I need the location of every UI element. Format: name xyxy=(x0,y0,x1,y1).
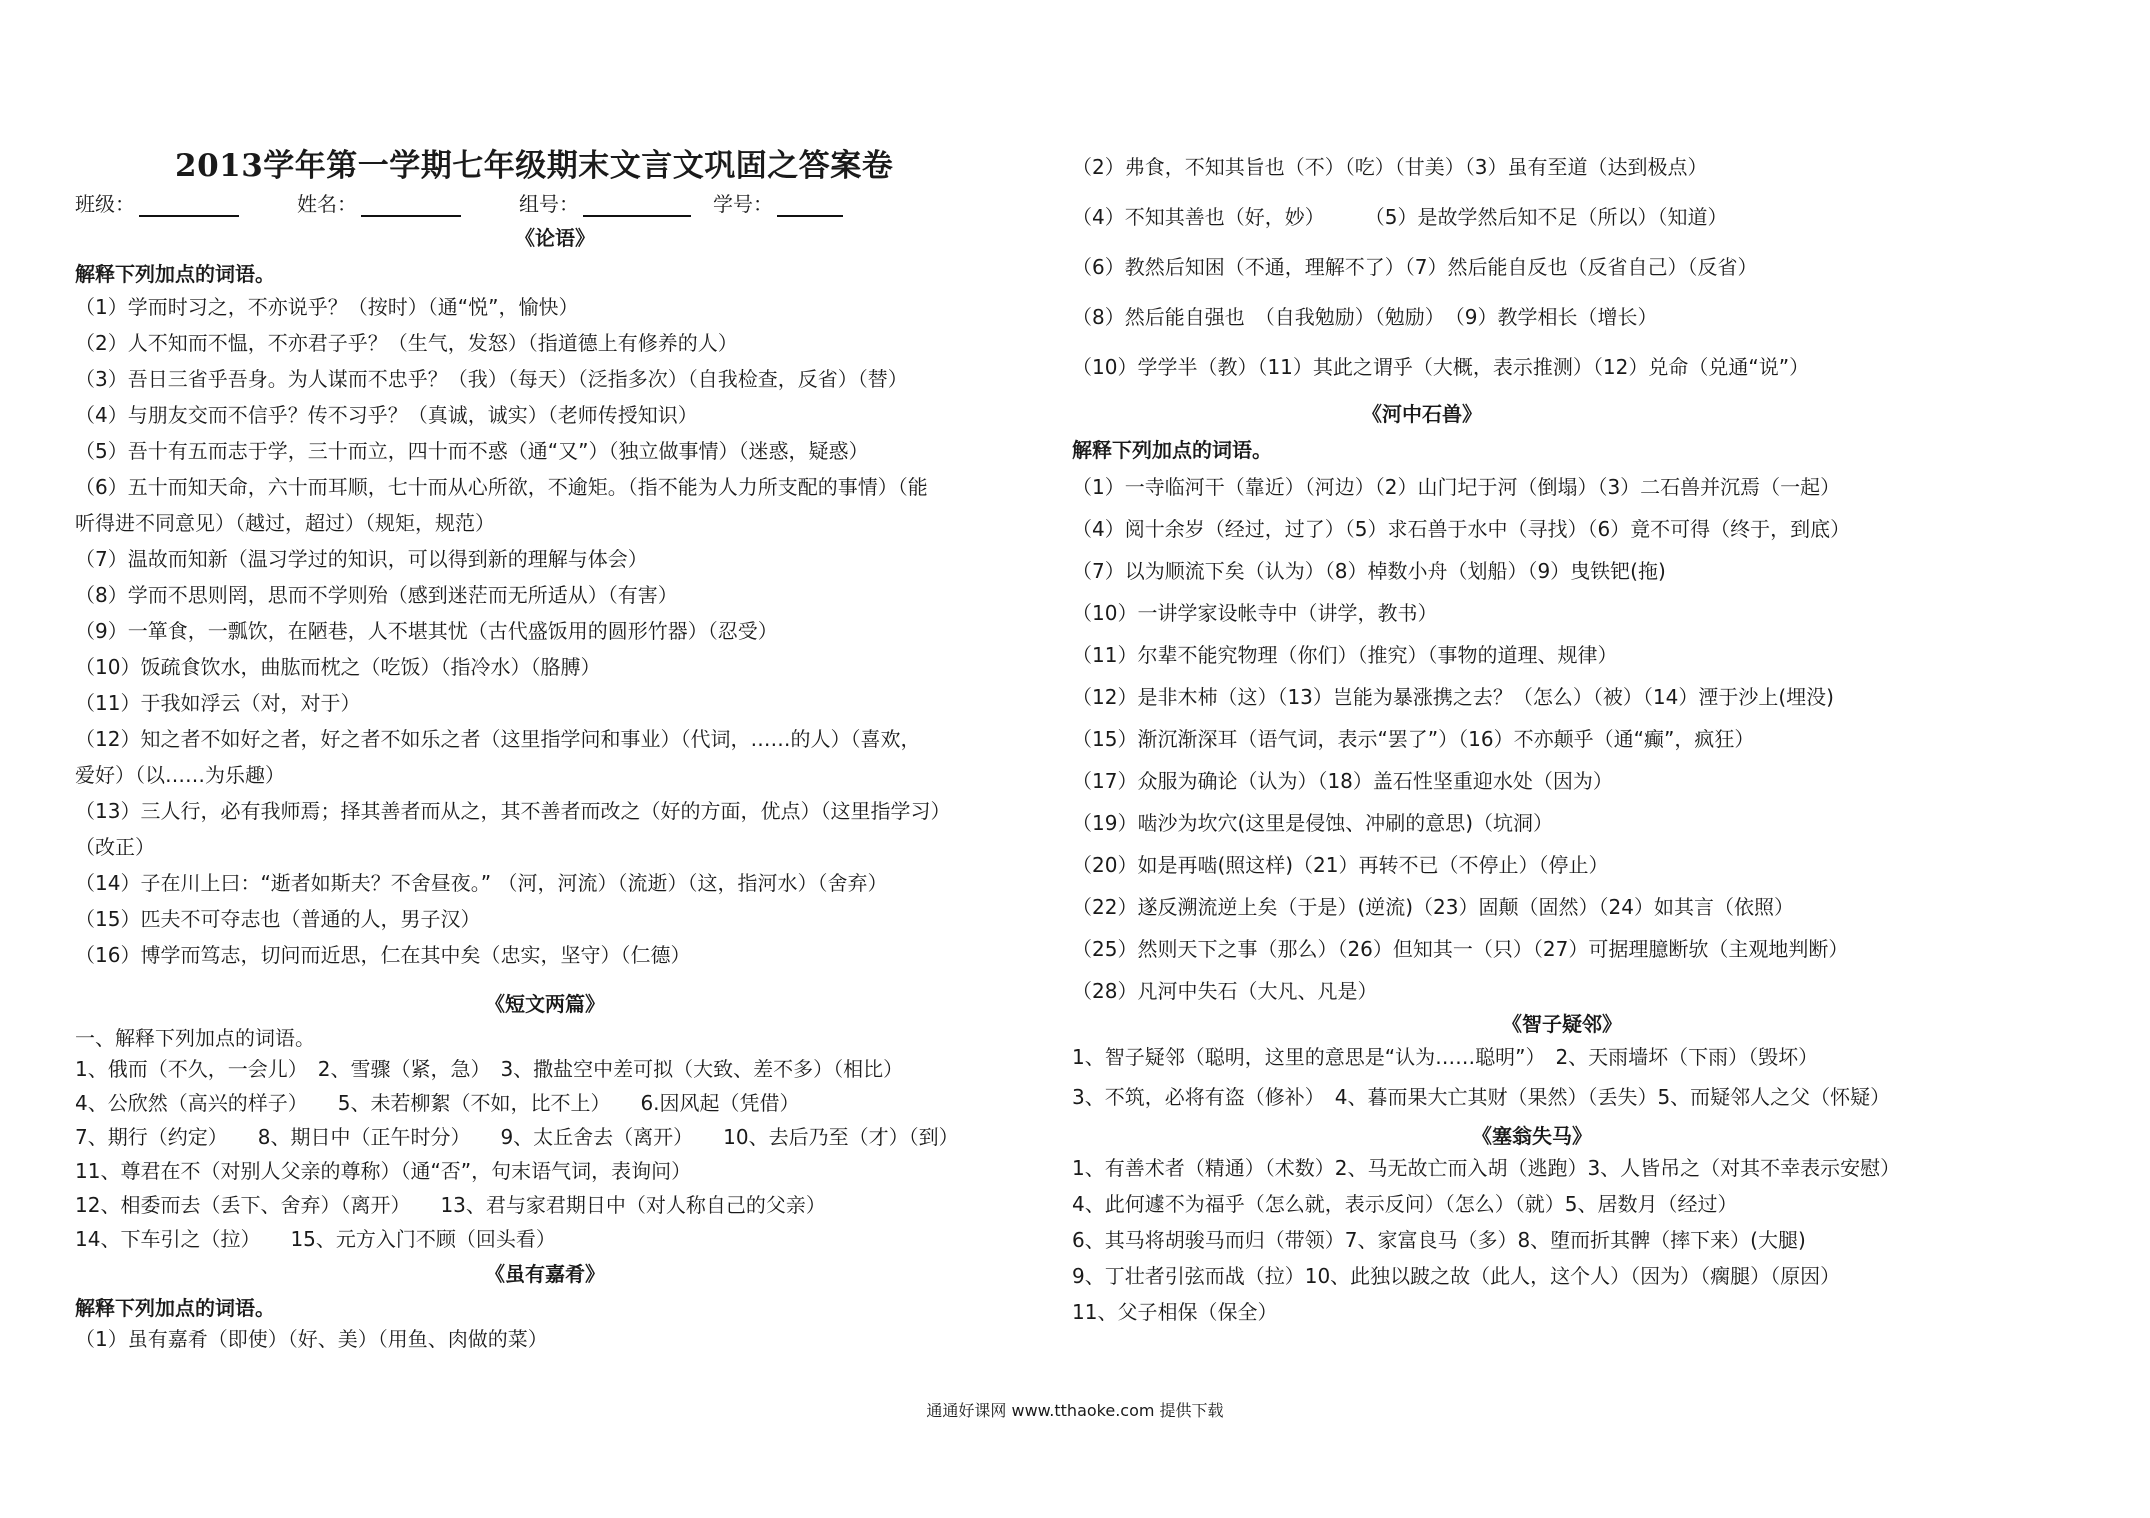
suiyou-list-left xyxy=(75,1322,548,1356)
answer-line: （10）一讲学家设帐寺中（讲学，教书） xyxy=(1072,601,1438,625)
answer-line: （11）尔辈不能究物理（你们）（推究）（事物的道理、规律） xyxy=(1072,643,1618,667)
answer-line: 6、其马将胡骏马而归（带领）7、家富良马（多）8、堕而折其髀（摔下来）(大腿) xyxy=(1072,1228,1806,1252)
answer-line: （3）吾日三省乎吾身。为人谋而不忠乎？（我）（每天）（泛指多次）（自我检查，反省）（替） xyxy=(75,367,908,391)
section-heading-lunyu: 《论语》 xyxy=(515,226,595,250)
answer-line: 4、此何遽不为福乎（怎么就，表示反问）（怎么）（就）5、居数月（经过） xyxy=(1072,1192,1738,1216)
answer-line: （20）如是再啮(照这样)（21）再转不已（不停止）（停止） xyxy=(1072,853,1609,877)
answer-line: 4、公欣然（高兴的样子） 5、未若柳絮（不如，比不上） 6.因风起（凭借） xyxy=(75,1091,800,1115)
answer-line: （13）三人行，必有我师焉；择其善者而从之，其不善者而改之（好的方面，优点）（这里指学习） xyxy=(75,799,951,823)
answer-line: （4）不知其善也（好，妙） （5）是故学然后知不足（所以）（知道） xyxy=(1072,205,1728,229)
answer-line: （17）众服为确论（认为）（18）盖石性坚重迎水处（因为） xyxy=(1072,769,1613,793)
answer-line: （5）吾十有五而志于学，三十而立，四十而不惑（通“又”）（独立做事情）（迷惑，疑惑） xyxy=(75,439,869,463)
answer-line: （19）啮沙为坎穴(这里是侵蚀、冲刷的意思)（坑洞） xyxy=(1072,811,1554,835)
answer-line: （4）阅十余岁（经过，过了）（5）求石兽于水中（寻找）（6）竟不可得（终于，到底） xyxy=(1072,517,1851,541)
lunyu-list xyxy=(75,289,950,973)
saiweng-list xyxy=(1072,1150,1900,1330)
answer-line: （10）学学半（教）（11）其此之谓乎（大概，表示推测）（12）兑命（兑通“说”） xyxy=(1072,355,1810,379)
class-field[interactable] xyxy=(139,197,239,217)
instruction-hezhong: 解释下列加点的词语。 xyxy=(1072,438,1272,462)
number-label: 学号： xyxy=(713,192,773,216)
name-field[interactable] xyxy=(361,197,461,217)
answer-line: （22）遂反溯流逆上矣（于是）(逆流)（23）固颠（固然）（24）如其言（依照） xyxy=(1072,895,1794,919)
suiyou-list-right xyxy=(1072,142,1809,392)
section-heading-suiyou: 《虽有嘉肴》 xyxy=(485,1262,605,1286)
answer-line: （15）渐沉渐深耳（语气词，表示“罢了”）（16）不亦颠乎（通“癫”，疯狂） xyxy=(1072,727,1755,751)
answer-line: （6）五十而知天命，六十而耳顺，七十而从心所欲，不逾矩。（指不能为人力所支配的事情）（能 xyxy=(75,475,928,499)
instruction-suiyou: 解释下列加点的词语。 xyxy=(75,1296,275,1320)
class-label: 班级： xyxy=(75,192,135,216)
answer-line: 11、父子相保（保全） xyxy=(1072,1300,1278,1324)
answer-line: 12、相委而去（丢下、舍弃）（离开） 13、君与家君期日中（对人称自己的父亲） xyxy=(75,1193,826,1217)
section-heading-duanwen: 《短文两篇》 xyxy=(485,992,605,1016)
group-field[interactable] xyxy=(583,197,691,217)
answer-line: （1）学而时习之，不亦说乎？（按时）（通“悦”，愉快） xyxy=(75,295,579,319)
answer-line: （2）人不知而不愠，不亦君子乎？（生气，发怒）（指道德上有修养的人） xyxy=(75,331,738,355)
duanwen-list xyxy=(75,1052,959,1256)
footer-credit: 通通好课网 www.tthaoke.com 提供下载 xyxy=(926,1401,1224,1420)
answer-line: （6）教然后知困（不通，理解不了）（7）然后能自反也（反省自己）（反省） xyxy=(1072,255,1758,279)
answer-line: 9、丁壮者引弦而战（拉）10、此独以跛之故（此人，这个人）（因为）（瘸腿）（原因） xyxy=(1072,1264,1841,1288)
answer-line: （11）于我如浮云（对，对于） xyxy=(75,691,361,715)
answer-line: （14）子在川上曰：“逝者如斯夫？不舍昼夜。” （河，河流）（流逝）（这，指河水）（舍弃） xyxy=(75,871,888,895)
name-label: 姓名： xyxy=(297,192,357,216)
answer-line: 3、不筑，必将有盗（修补） 4、暮而果大亡其财（果然）（丢失）5、而疑邻人之父（怀疑） xyxy=(1072,1085,1891,1109)
answer-line: 听得进不同意见）（越过，超过）（规矩，规范） xyxy=(75,511,495,535)
answer-line: （10）饭疏食饮水，曲肱而枕之（吃饭）（指冷水）（胳膊） xyxy=(75,655,601,679)
answer-line: （改正） xyxy=(75,835,155,859)
student-info-row xyxy=(75,188,901,217)
answer-line: （7）温故而知新（温习学过的知识，可以得到新的理解与体会） xyxy=(75,547,648,571)
instruction-lunyu: 解释下列加点的词语。 xyxy=(75,262,275,286)
answer-line: 1、俄而（不久，一会儿） 2、雪骤（紧，急） 3、撒盐空中差可拟（大致、差不多）（相比） xyxy=(75,1057,904,1081)
section-heading-saiweng: 《塞翁失马》 xyxy=(1472,1124,1592,1148)
answer-line: （1）虽有嘉肴（即使）（好、美）（用鱼、肉做的菜） xyxy=(75,1327,548,1351)
answer-line: （12）知之者不如好之者，好之者不如乐之者（这里指学问和事业）（代词，……的人）（喜欢， xyxy=(75,727,921,751)
section-heading-zhizi: 《智子疑邻》 xyxy=(1502,1012,1622,1036)
answer-line: （8）然后能自强也 （自我勉励）（勉励） （9）教学相长（增长） xyxy=(1072,305,1658,329)
answer-line: （12）是非木杮（这）（13）岂能为暴涨携之去？（怎么）（被）（14）湮于沙上(埋没) xyxy=(1072,685,1834,709)
answer-line: （16）博学而笃志，切问而近思，仁在其中矣（忠实，坚守）（仁德） xyxy=(75,943,691,967)
answer-line: （2）弗食，不知其旨也（不）（吃）（甘美）（3）虽有至道（达到极点） xyxy=(1072,155,1708,179)
answer-line: 11、尊君在不（对别人父亲的尊称）（通“否”，句末语气词，表询问） xyxy=(75,1159,692,1183)
answer-line: （4）与朋友交而不信乎？传不习乎？（真诚，诚实）（老师传授知识） xyxy=(75,403,698,427)
answer-line: 14、下车引之（拉） 15、元方入门不顾（回头看） xyxy=(75,1227,556,1251)
zhizi-list xyxy=(1072,1037,1890,1117)
answer-line: 1、智子疑邻（聪明，这里的意思是“认为……聪明”） 2、天雨墙坏（下雨）（毁坏） xyxy=(1072,1045,1819,1069)
answer-line: （15）匹夫不可夺志也（普通的人，男子汉） xyxy=(75,907,481,931)
number-field[interactable] xyxy=(777,197,843,217)
answer-line: （7）以为顺流下矣（认为）（8）棹数小舟（划船）（9）曳铁钯(拖) xyxy=(1072,559,1666,583)
answer-line: 7、期行（约定） 8、期日中（正午时分） 9、太丘舍去（离开） 10、去后乃至（才）（到） xyxy=(75,1125,959,1149)
section-heading-hezhong: 《河中石兽》 xyxy=(1362,402,1482,426)
answer-line: 1、有善术者（精通）（术数）2、马无故亡而入胡（逃跑）3、人皆吊之（对其不幸表示安慰） xyxy=(1072,1156,1901,1180)
page-title: 2013学年第一学期七年级期末文言文巩固之答案卷 xyxy=(175,148,894,184)
answer-line: （1）一寺临河干（靠近）（河边）（2）山门圮于河（倒塌）（3）二石兽并沉焉（一起） xyxy=(1072,475,1841,499)
answer-line: （9）一箪食，一瓢饮，在陋巷，人不堪其忧（古代盛饭用的圆形竹器）（忍受） xyxy=(75,619,778,643)
hezhong-list xyxy=(1072,466,1850,1012)
answer-line: （28）凡河中失石（大凡、凡是） xyxy=(1072,979,1378,1003)
instruction-duanwen: 一、解释下列加点的词语。 xyxy=(75,1026,315,1050)
group-label: 组号： xyxy=(519,192,579,216)
answer-line: （8）学而不思则罔，思而不学则殆（感到迷茫而无所适从）（有害） xyxy=(75,583,678,607)
answer-line: 爱好）（以……为乐趣） xyxy=(75,763,285,787)
answer-line: （25）然则天下之事（那么）（26）但知其一（只）（27）可据理臆断欤（主观地判断） xyxy=(1072,937,1849,961)
